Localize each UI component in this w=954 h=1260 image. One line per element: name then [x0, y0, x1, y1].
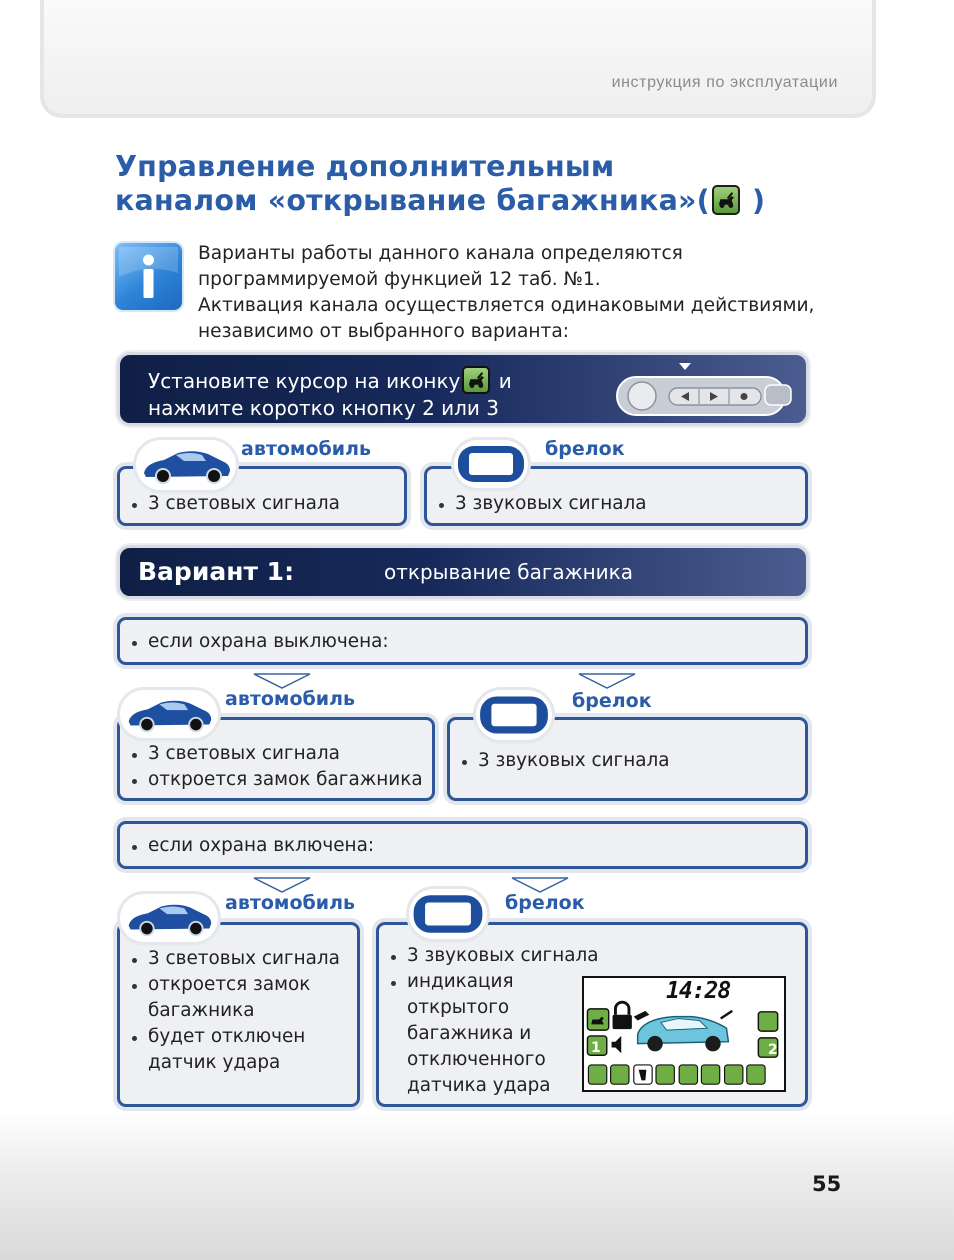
fob-result-list	[450, 748, 805, 774]
running-title: инструкция по эксплуатации	[611, 74, 838, 91]
trunk-open-icon	[462, 366, 490, 394]
list-item-continuation: багажника и	[407, 1023, 532, 1044]
page-footer	[0, 1112, 954, 1260]
car-result-list	[120, 741, 432, 793]
condition-text: если охрана включена:	[120, 833, 805, 859]
trunk-open-icon	[712, 185, 740, 215]
title-line-2: каналом «открывание багажника»( )	[115, 184, 766, 217]
car-label: автомобиль	[241, 438, 372, 460]
fob-label: брелок	[545, 438, 625, 460]
list-item: 3 звуковых сигнала	[450, 748, 805, 774]
list-item: 3 звуковых сигнала	[379, 943, 805, 969]
list-item-continuation: багажника	[148, 1000, 255, 1021]
intro-text	[198, 241, 818, 345]
keyfob-icon	[476, 690, 552, 740]
list-item-continuation: датчика удара	[407, 1075, 551, 1096]
remote-keyfob-icon	[615, 359, 795, 421]
car-icon	[136, 440, 236, 490]
car-icon	[120, 690, 218, 738]
condition-security-on	[117, 821, 808, 869]
page-header	[40, 0, 876, 118]
lcd-display	[582, 976, 786, 1092]
car-result-box	[117, 922, 360, 1107]
car-result-list	[120, 946, 357, 1076]
list-item-continuation: открытого	[407, 997, 510, 1018]
car-label: автомобиль	[225, 688, 356, 710]
car-label: автомобиль	[225, 892, 356, 914]
variant-description: открывание багажника	[384, 560, 634, 584]
keyfob-icon	[409, 889, 487, 939]
list-item: индикация	[379, 969, 805, 995]
fob-label: брелок	[505, 892, 585, 914]
lcd-time: 14:28	[666, 978, 731, 1004]
car-icon	[120, 894, 218, 942]
instruction-banner	[117, 352, 809, 426]
fob-label: брелок	[572, 690, 652, 712]
variant-banner	[117, 545, 809, 599]
fob-feedback-list	[427, 491, 805, 517]
page-number: 55	[812, 1172, 842, 1196]
list-item: откроется замок багажника	[120, 767, 432, 793]
intro-line: Варианты работы данного канала определяются	[198, 243, 683, 264]
condition-text: если охрана выключена:	[120, 629, 805, 655]
intro-line: независимо от выбранного варианта:	[198, 321, 569, 342]
instruction-text: Установите курсор на иконку и нажмите коротко кнопку 2 или 3	[148, 366, 512, 422]
intro-line: Активация канала осуществляется одинаковыми действиями,	[198, 295, 815, 316]
list-item: будет отключен	[120, 1024, 357, 1050]
info-icon	[115, 243, 182, 310]
list-item: 3 световых сигнала	[120, 741, 432, 767]
page-title	[115, 150, 835, 218]
list-item: 3 световых сигнала	[120, 491, 404, 517]
lcd-digit-1: 1	[591, 1040, 601, 1056]
arrow-down-icon	[577, 672, 637, 690]
title-line-1: Управление дополнительным	[115, 150, 615, 183]
lcd-digit-2: 2	[768, 1042, 778, 1058]
list-item: откроется замок	[120, 972, 357, 998]
condition-security-off	[117, 617, 808, 665]
list-item-continuation: отключенного	[407, 1049, 546, 1070]
list-item: 3 звуковых сигнала	[427, 491, 805, 517]
car-feedback-list	[120, 491, 404, 517]
list-item-continuation: датчик удара	[148, 1052, 281, 1073]
list-item: 3 световых сигнала	[120, 946, 357, 972]
keyfob-icon	[454, 440, 528, 488]
intro-line: программируемой функцией 12 таб. №1.	[198, 269, 601, 290]
variant-label: Вариант 1:	[138, 557, 295, 586]
